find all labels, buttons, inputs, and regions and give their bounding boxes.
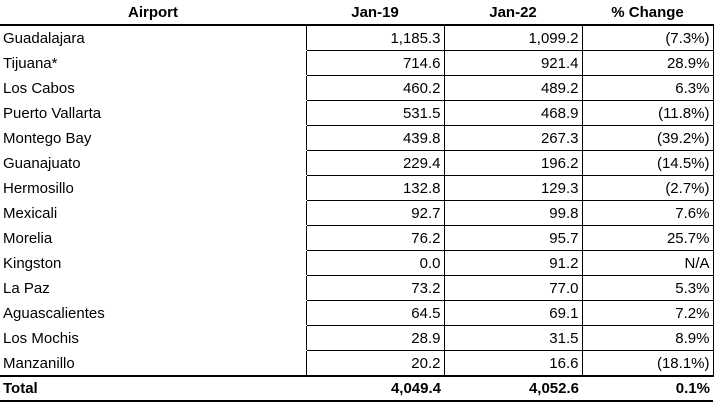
pct-change-value: 8.9%: [582, 326, 713, 351]
pct-change-value: 7.6%: [582, 201, 713, 226]
table-row: [0, 151, 713, 176]
table-row: [0, 251, 713, 276]
table-row: [0, 126, 713, 151]
pct-change-value: (7.3%): [582, 25, 713, 51]
jan-22-value: 69.1: [444, 301, 582, 326]
jan-22-value: 196.2: [444, 151, 582, 176]
jan-19-value: 531.5: [306, 101, 444, 126]
pct-change-value: (2.7%): [582, 176, 713, 201]
jan-19-value: 1,185.3: [306, 25, 444, 51]
jan-22-value: 468.9: [444, 101, 582, 126]
pct-change-value: N/A: [582, 251, 713, 276]
airport-name: Montego Bay: [3, 129, 92, 147]
pct-change-value: 28.9%: [582, 51, 713, 76]
jan-19-value: 714.6: [306, 51, 444, 76]
pct-change-value: 25.7%: [582, 226, 713, 251]
jan-19-value: 229.4: [306, 151, 444, 176]
jan-22-value: 16.6: [444, 351, 582, 377]
table-header-row: [0, 0, 713, 25]
pct-change-value: 7.2%: [582, 301, 713, 326]
airport-name: Kingston: [3, 254, 62, 272]
table-row: [0, 51, 713, 76]
jan-22-value: 489.2: [444, 76, 582, 101]
table-row: [0, 351, 713, 377]
total-label: Total: [0, 376, 306, 401]
airport-name: Aguascalientes: [3, 304, 105, 322]
header-jan-22: Jan-22: [444, 0, 582, 25]
jan-19-value: 76.2: [306, 226, 444, 251]
table-row: [0, 201, 713, 226]
airport-name: Tijuana*: [3, 54, 58, 72]
jan-19-value: 132.8: [306, 176, 444, 201]
jan-22-value: 921.4: [444, 51, 582, 76]
table-row: [0, 326, 713, 351]
jan-22-value: 1,099.2: [444, 25, 582, 51]
table-row: [0, 301, 713, 326]
airport-name: Morelia: [3, 229, 53, 247]
total-jan-19: 4,049.4: [306, 376, 444, 401]
table-row: [0, 176, 713, 201]
jan-22-value: 77.0: [444, 276, 582, 301]
jan-19-value: 92.7: [306, 201, 444, 226]
airport-name: Hermosillo: [3, 179, 74, 197]
pct-change-value: 6.3%: [582, 76, 713, 101]
airport-name: La Paz: [3, 279, 50, 297]
jan-22-value: 99.8: [444, 201, 582, 226]
header-jan-19: Jan-19: [306, 0, 444, 25]
airport-name: Manzanillo: [3, 354, 75, 372]
jan-22-value: 95.7: [444, 226, 582, 251]
header-airport: Airport: [0, 0, 306, 25]
table-row: [0, 276, 713, 301]
table-row: [0, 226, 713, 251]
jan-19-value: 73.2: [306, 276, 444, 301]
table-row: [0, 76, 713, 101]
total-pct-change: 0.1%: [582, 376, 713, 401]
jan-19-value: 439.8: [306, 126, 444, 151]
jan-22-value: 129.3: [444, 176, 582, 201]
jan-19-value: 28.9: [306, 326, 444, 351]
total-jan-22: 4,052.6: [444, 376, 582, 401]
header-pct-change: % Change: [582, 0, 713, 25]
airport-name: Puerto Vallarta: [3, 104, 102, 122]
jan-19-value: 0.0: [306, 251, 444, 276]
jan-19-value: 460.2: [306, 76, 444, 101]
table-row: [0, 25, 713, 51]
total-row: [0, 376, 713, 401]
pct-change-value: (14.5%): [582, 151, 713, 176]
airport-name: Guadalajara: [3, 29, 85, 47]
airport-name: Los Mochis: [3, 329, 79, 347]
jan-22-value: 31.5: [444, 326, 582, 351]
jan-19-value: 20.2: [306, 351, 444, 377]
pct-change-value: 5.3%: [582, 276, 713, 301]
pct-change-value: (18.1%): [582, 351, 713, 377]
table-row: [0, 101, 713, 126]
airport-name: Guanajuato: [3, 154, 81, 172]
airport-name: Los Cabos: [3, 79, 75, 97]
pct-change-value: (39.2%): [582, 126, 713, 151]
jan-19-value: 64.5: [306, 301, 444, 326]
jan-22-value: 267.3: [444, 126, 582, 151]
airport-name: Mexicali: [3, 204, 58, 222]
jan-22-value: 91.2: [444, 251, 582, 276]
pct-change-value: (11.8%): [582, 101, 713, 126]
